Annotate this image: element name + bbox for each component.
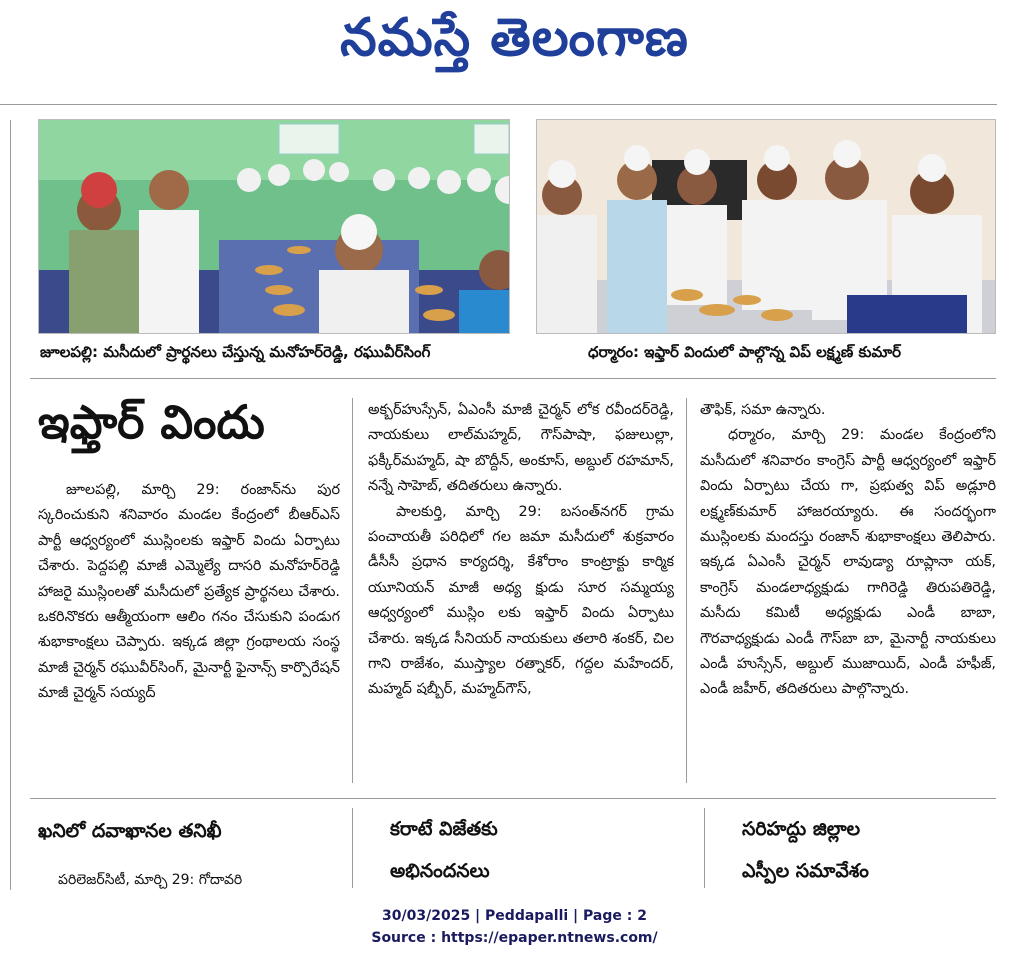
newspaper-title: నమస్తే తెలంగాణ <box>340 8 689 68</box>
brief-text-khani: పరిలెజర్‌సిటీ, మార్చి 29: గోదావరి <box>58 872 243 888</box>
left-margin-rule <box>10 120 11 890</box>
footer-source-link[interactable]: Source : https://epaper.ntnews.com/ <box>371 930 658 946</box>
brief-headline-karate-1: కరాటే విజేతకు <box>390 818 498 840</box>
column-divider-1 <box>352 398 353 783</box>
article-paragraph: అక్బర్‌హుస్సేన్, ఏఎంసీ మాజీ చైర్మన్ లోక రవీందర్‌రెడ్డి, నాయకులు లాల్‌మహ్మద్, గౌస్‌పాషా, ఫజులుల్లా, ఫక్కీర్‌మహ్మద్, షా బొద్దీన్, అంకూస్, అబ్దుల్ రహమాన్, నన్నే సాహెబ్, తదితరులు ఉన్నారు. <box>368 402 674 495</box>
article-paragraph: ధర్మారం, మార్చి 29: మండల కేంద్రంలోని మసీదులో శనివారం కాంగ్రెస్ పార్టీ ఆధ్వర్యంలో ఇఫ్తార్ విందు ఏర్పాటు చేయ గా, ప్రభుత్వ విప్ అడ్లూరి లక్ష్మణ్‌కుమార్ హాజరయ్యారు. ఈ సందర్భంగా ముస్లింలకు మందస్తు రంజాన్ శుభాకాంక్షలు తెలిపారు. ఇక్కడ ఏఎంసీ చైర్మన్ లావుడ్యా రూప్లానా యక్, కాంగ్రెస్ మండలాధ్యక్షుడు గాగిరెడ్డి తిరుపతిరెడ్డి, మసీదు కమిటీ అధ్యక్షుడు ఎండీ బాబా, గౌరవాధ్యక్షుడు ఎండీ గౌస్‌బా బా, మైనార్టీ నాయకులు ఎండీ హుస్సేన్, అబ్దుల్ ముజాయిద్, ఎండీ హఫీజ్, ఎండీ జహీర్, తదితరులు పాల్గొన్నారు. <box>700 427 996 698</box>
article-paragraph: తౌఫిక్, సమా ఉన్నారు. <box>700 402 826 418</box>
footer-edition-info: 30/03/2025 | Peddapalli | Page : 2 <box>382 908 647 924</box>
article-column-1 <box>38 478 340 780</box>
photo-caption-divider <box>30 378 996 379</box>
article-headline: ఇఫ్తార్ విందు <box>38 395 265 449</box>
brief-headline-sps-1: సరిహద్దు జిల్లాల <box>742 818 861 840</box>
brief-divider-1 <box>352 808 353 888</box>
article-paragraph: జూలపల్లి, మార్చి 29: రంజాన్‌ను పుర స్కరించుకుని శనివారం మండల కేంద్రంలో బీఆర్‌ఎస్ పార్టీ ఆధ్వర్యంలో ముస్లింలకు ఇఫ్తార్ విందు ఏర్పాటు చేశారు. పెద్దపల్లి మాజీ ఎమ్మెల్యే దాసరి మనోహర్‌రెడ్డి హాజరై ముస్లింలతో మసీదులో ప్రత్యేక ప్రార్థనలు చేశారు. ఒకరినొకరు ఆత్మీయంగా ఆలిం గనం చేసుకుని పండుగ శుభాకాంక్షలు చెప్పారు. ఇక్కడ జిల్లా గ్రంథాలయ సంస్థ మాజీ చైర్మన్ రఘువీర్‌సింగ్, మైనార్టీ ఫైనాన్స్ కార్పొరేషన్ మాజీ చైర్మన్ సయ్యద్ <box>38 482 340 702</box>
masthead-divider <box>0 104 997 105</box>
article-column-3 <box>700 398 996 783</box>
brief-headline-sps-2: ఎస్పీల సమావేశం <box>742 860 869 882</box>
brief-headline-khani: ఖనిలో దవాఖానల తనిఖీ <box>38 820 222 842</box>
brief-headline-karate-2: అభినందనలు <box>390 860 490 882</box>
photo-caption-left: జూలపల్లి: మసీదులో ప్రార్థనలు చేస్తున్న మనోహర్‌రెడ్డి, రఘువీర్‌సింగ్ <box>40 343 431 361</box>
masthead <box>0 0 1029 100</box>
column-divider-2 <box>686 398 687 783</box>
article-paragraph: పాలకుర్తి, మార్చి 29: బసంత్‌నగర్ గ్రామ పంచాయతీ పరిధిలో గల జమా మసీదులో శుక్రవారం డీసీసీ ప్రధాన కార్యదర్శి, కేశోరాం కాంట్రాక్టు కార్మిక యూనియన్ మాజీ అధ్య క్షుడు సూర సమ్మయ్య ఆధ్వర్యంలో ముస్లిం లకు ఇఫ్తార్ విందు ఏర్పాటు చేశారు. ఇక్కడ సీనియర్ నాయకులు తలారి శంకర్, చిల గాని రాజేశం, ముస్త్యాల రత్నాకర్, గద్దల మహేందర్, మహ్మద్ షబ్బీర్, మహ్మద్‌గౌస్, <box>368 503 674 698</box>
photo-dharmaram-iftar <box>536 119 996 334</box>
photo-julapalli-prayer <box>38 119 510 334</box>
brief-divider-2 <box>704 808 705 888</box>
article-column-2 <box>368 398 674 783</box>
photo-caption-right: ధర్మారం: ఇఫ్తార్ విందులో పాల్గొన్న విప్ లక్ష్మణ్ కుమార్ <box>588 343 902 361</box>
briefs-divider <box>30 798 996 799</box>
